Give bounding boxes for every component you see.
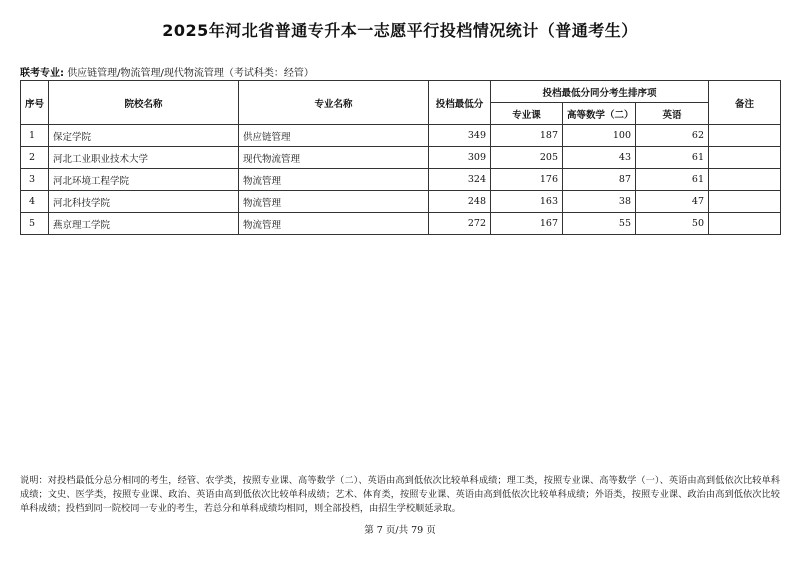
- table-row: [21, 147, 781, 169]
- cell-index: 5: [21, 213, 49, 235]
- footnote: 说明：对投档最低分总分相同的考生，经管、农学类，按照专业课、高等数学（二）、英语由高到低依次比较单科成绩；理工类，按照专业课、高等数学（一）、英语由高到低依次比较单科成绩；文史、医学类，按照专业课、政治、英语由高到低依次比较单科成绩；艺术、体育类，按照专业课、英语由高到低依次比较单科成绩；外语类，按照专业课、政治由高到低依次比较单科成绩；投档到同一院校同一专业的考生，若总分和单科成绩均相同，则全部投档，由招生学校顺延录取。: [20, 475, 780, 514]
- admission-table: [20, 80, 781, 235]
- table-row: [21, 191, 781, 213]
- cell-index: 1: [21, 125, 49, 147]
- table-header-row: [21, 81, 781, 103]
- cell-subject2: 55: [563, 213, 636, 235]
- table-row: [21, 213, 781, 235]
- cell-subject1: 163: [491, 191, 563, 213]
- cell-subject3: 62: [636, 125, 709, 147]
- cell-min-score: 349: [429, 125, 491, 147]
- cell-remark: [709, 125, 781, 147]
- cell-major: 物流管理: [239, 169, 429, 191]
- cell-school: 保定学院: [49, 125, 239, 147]
- cell-remark: [709, 191, 781, 213]
- cell-subject2: 100: [563, 125, 636, 147]
- cell-subject3: 61: [636, 169, 709, 191]
- cell-subject1: 187: [491, 125, 563, 147]
- major-group-line: [20, 64, 314, 79]
- cell-school: 河北环境工程学院: [49, 169, 239, 191]
- major-group-value: 供应链管理/物流管理/现代物流管理（考试科类：经管）: [67, 68, 314, 79]
- cell-min-score: 324: [429, 169, 491, 191]
- cell-remark: [709, 147, 781, 169]
- cell-min-score: 248: [429, 191, 491, 213]
- col-header-rank-group: 投档最低分同分考生排序项: [491, 81, 709, 103]
- cell-min-score: 309: [429, 147, 491, 169]
- cell-index: 2: [21, 147, 49, 169]
- col-header-index: 序号: [21, 81, 49, 125]
- cell-subject2: 38: [563, 191, 636, 213]
- page-number: 第 7 页/共 79 页: [364, 525, 436, 536]
- col-header-min-score: 投档最低分: [429, 81, 491, 125]
- cell-subject1: 167: [491, 213, 563, 235]
- cell-subject1: 205: [491, 147, 563, 169]
- col-header-subject2: 高等数学（二）: [563, 103, 636, 125]
- cell-major: 物流管理: [239, 191, 429, 213]
- cell-major: 物流管理: [239, 213, 429, 235]
- cell-major: 现代物流管理: [239, 147, 429, 169]
- cell-subject3: 61: [636, 147, 709, 169]
- page-title: 2025年河北省普通专升本一志愿平行投档情况统计（普通考生）: [162, 21, 638, 40]
- col-header-subject1: 专业课: [491, 103, 563, 125]
- table-row: [21, 169, 781, 191]
- col-header-subject3: 英语: [636, 103, 709, 125]
- cell-subject2: 87: [563, 169, 636, 191]
- cell-subject3: 47: [636, 191, 709, 213]
- cell-remark: [709, 213, 781, 235]
- table-row: [21, 125, 781, 147]
- col-header-major: 专业名称: [239, 81, 429, 125]
- cell-school: 河北科技学院: [49, 191, 239, 213]
- cell-min-score: 272: [429, 213, 491, 235]
- cell-major: 供应链管理: [239, 125, 429, 147]
- cell-index: 4: [21, 191, 49, 213]
- cell-subject3: 50: [636, 213, 709, 235]
- cell-subject1: 176: [491, 169, 563, 191]
- major-group-label: 联考专业:: [20, 68, 64, 79]
- cell-subject2: 43: [563, 147, 636, 169]
- cell-remark: [709, 169, 781, 191]
- cell-school: 燕京理工学院: [49, 213, 239, 235]
- col-header-school: 院校名称: [49, 81, 239, 125]
- cell-index: 3: [21, 169, 49, 191]
- col-header-remark: 备注: [709, 81, 781, 125]
- cell-school: 河北工业职业技术大学: [49, 147, 239, 169]
